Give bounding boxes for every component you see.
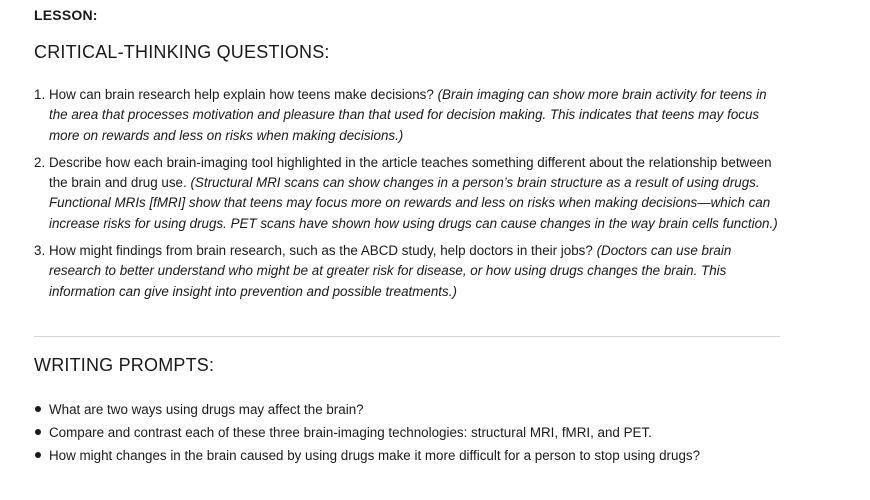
question-text: How can brain research help explain how teens make decisions? (49, 87, 434, 102)
bullet-icon (35, 406, 41, 412)
critical-thinking-heading: CRITICAL-THINKING QUESTIONS: (34, 42, 330, 62)
prompt-item (34, 398, 794, 421)
prompt-item (34, 421, 794, 444)
question-item (34, 153, 782, 234)
section-divider (34, 336, 780, 337)
prompt-text: What are two ways using drugs may affect the brain? (49, 402, 364, 417)
prompt-item (34, 444, 794, 467)
question-number: 3. (34, 243, 46, 259)
writing-prompts-heading: WRITING PROMPTS: (34, 355, 215, 375)
answer-text: (Doctors can use brain research to better understand who might be at greater risk for disease, or how using drugs changes the brain. This information can give insight into prevention and possible treatments.) (49, 243, 732, 299)
question-text: Describe how each brain-imaging tool highlighted in the article teaches something different about the relationship between the brain and drug use. (49, 154, 772, 191)
bullet-icon (35, 452, 41, 458)
critical-thinking-questions-list (34, 85, 782, 309)
question-number: 2. (34, 154, 46, 170)
question-item (34, 85, 782, 146)
prompt-text: Compare and contrast each of these three brain-imaging technologies: structural MRI, fMRI, and PET. (49, 425, 652, 440)
writing-prompts-list (34, 398, 794, 467)
prompt-text: How might changes in the brain caused by using drugs make it more difficult for a person to stop using drugs? (49, 448, 701, 463)
lesson-label: LESSON: (34, 7, 98, 23)
answer-text: (Brain imaging can show more brain activity for teens in the area that processes motivation and pleasure than that used for decision making. This indicates that teens may focus more on rewards and less on risks when making decisions.) (49, 87, 767, 143)
answer-text: (Structural MRI scans can show changes in a person’s brain structure as a result of using drugs. Functional MRIs [fMRI] show that teens may focus more on rewards and less on risks when making decisions—which can increase risks for using drugs. PET scans have shown how using drugs can cause changes in the way brain cells function.) (49, 175, 778, 231)
question-number: 1. (34, 87, 46, 102)
bullet-icon (35, 429, 41, 435)
question-text: How might findings from brain research, such as the ABCD study, help doctors in their jobs? (49, 243, 593, 259)
question-item (34, 241, 782, 302)
